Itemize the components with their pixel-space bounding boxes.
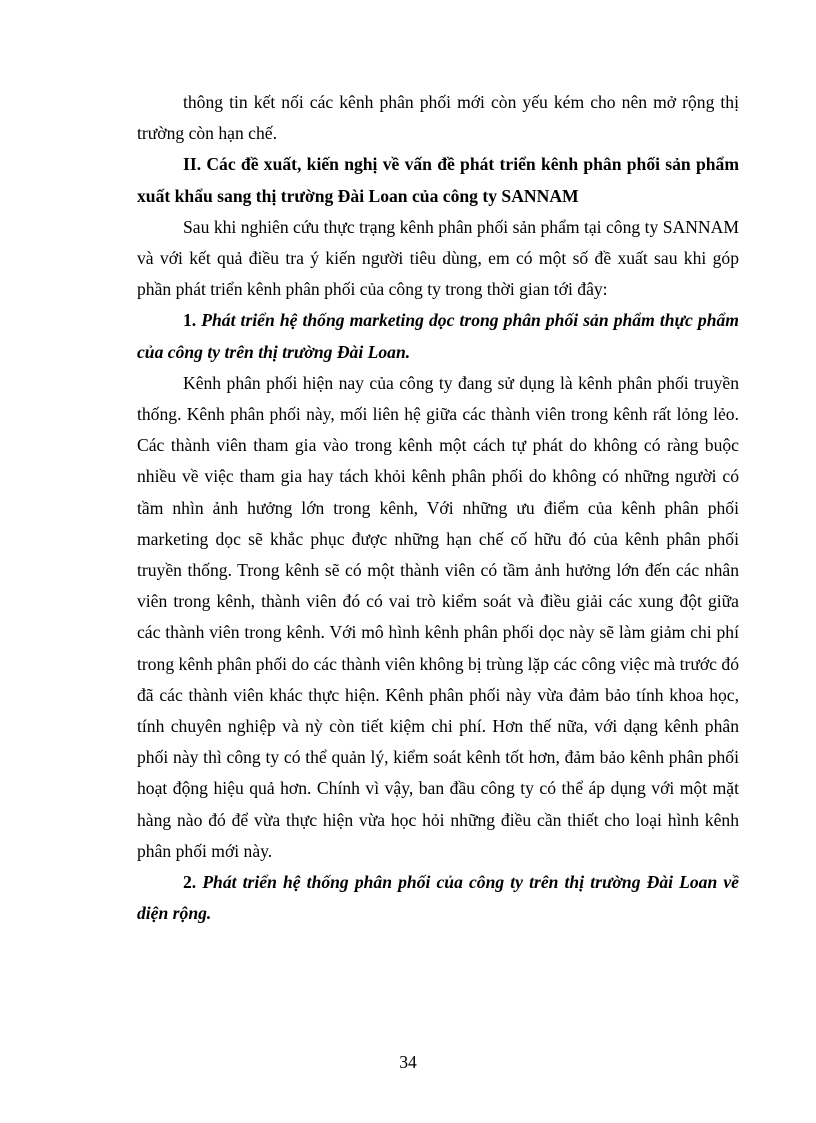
- page-number: 34: [399, 1052, 417, 1072]
- subheading-2: [137, 867, 739, 929]
- document-body: [137, 87, 739, 929]
- subheading-2-number: 2.: [183, 872, 197, 893]
- section-heading-ii: II. Các đề xuất, kiến nghị về vấn đề phát triển kênh phân phối sản phẩm xuất khẩu sang thị trường Đài Loan của công ty SANNAM: [137, 154, 739, 206]
- subheading-2-text: Phát triển hệ thống phân phối của công ty trên thị trường Đài Loan về diện rộng.: [137, 872, 739, 924]
- subheading-1: [137, 305, 739, 367]
- subheading-1-number: 1.: [183, 310, 197, 331]
- paragraph-intro: Sau khi nghiên cứu thực trạng kênh phân phối sản phẩm tại công ty SANNAM và với kết quả điều tra ý kiến người tiêu dùng, em có một số đề xuất sau khi góp phần phát triển kênh phân phối của công ty trong thời gian tới đây:: [137, 216, 739, 300]
- subheading-1-text: Phát triển hệ thống marketing dọc trong phân phối sản phẩm thực phẩm của công ty trên thị trường Đài Loan.: [137, 310, 739, 362]
- paragraph-vertical-marketing: Kênh phân phối hiện nay của công ty đang sử dụng là kênh phân phối truyền thống. Kênh phân phối này, mối liên hệ giữa các thành viên trong kênh rất lỏng lẻo. Các thành viên tham gia vào trong kênh một cách tự phát do không có ràng buộc nhiều về việc tham gia hay tách khỏi kênh phân phối do không có những người có tầm nhìn ảnh hưởng lớn trong kênh, Với những ưu điểm của kênh phân phối marketing dọc sẽ khắc phục được những hạn chế cố hữu đó của kênh phân phối truyền thống. Trong kênh sẽ có một thành viên có tầm ảnh hưởng lớn đến các nhân viên trong kênh, thành viên đó có vai trò kiểm soát và điều giải các xung đột giữa các thành viên trong kênh. Với mô hình kênh phân phối dọc này sẽ làm giảm chi phí trong kênh phân phối do các thành viên không bị trùng lặp các công việc mà trước đó đã các thành viên khác thực hiện. Kênh phân phối này vừa đảm bảo tính khoa học, tính chuyên nghiệp và nỳ còn tiết kiệm chi phí. Hơn thế nữa, với dạng kênh phân phối này thì công ty có thể quản lý, kiểm soát kênh tốt hơn, đảm bảo kênh phân phối hoạt động hiệu quả hơn. Chính vì vậy, ban đầu công ty có thể áp dụng với một mặt hàng nào đó để vừa thực hiện vừa học hỏi những điều cần thiết cho loại hình kênh phân phối mới này.: [137, 372, 739, 861]
- paragraph-continuation: thông tin kết nối các kênh phân phối mới còn yếu kém cho nên mở rộng thị trường còn hạn chế.: [137, 92, 739, 144]
